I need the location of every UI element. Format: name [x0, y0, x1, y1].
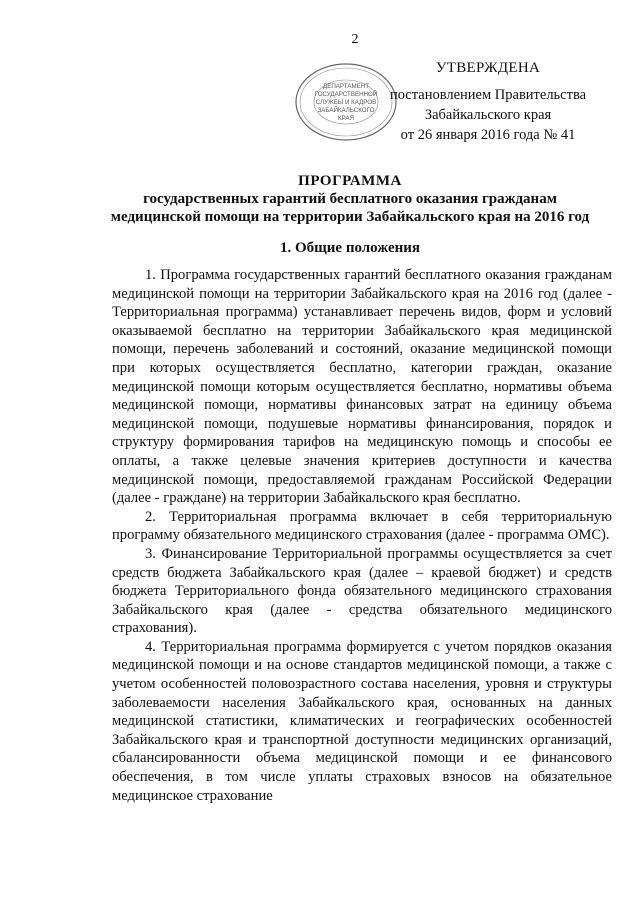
stamp-line-3: СЛУЖБЫ И КАДРОВ [315, 99, 377, 106]
body-text [112, 266, 612, 805]
stamp-line-5: КРАЯ [338, 115, 354, 122]
paragraph-1: 1. Программа государственных гарантий бесплатного оказания гражданам медицинской помощи на территории Забайкальского края на 2016 год (далее - Территориальная программа) устанавливает перечень видов, форм и условий оказываемой бесплатно на территории Забайкальского края медицинской помощи, перечень заболеваний и состояний, оказание медицинской помощи при которых осуществляется бесплатно, категории граждан, оказание медицинской помощи которым осуществляется бесплатно, нормативы объема медицинской помощи, нормативы финансовых затрат на единицу объема медицинской помощи, подушевые нормативы финансирования, порядок и структуру формирования тарифов на медицинскую помощь и способы ее оплаты, а также целевые значения критериев доступности и качества медицинской помощи, предоставляемой гражданам Российской Федерации (далее - граждане) на территории Забайкальского края бесплатно. [112, 267, 612, 507]
approval-line-2: Забайкальского края [424, 107, 552, 123]
approval-block [383, 58, 593, 145]
document-heading [90, 172, 610, 226]
document-subtitle-line-2: медицинской помощи на территории Забайкальского края на 2016 год [110, 209, 590, 225]
approval-line-1: постановлением Правительства [389, 87, 587, 103]
document-title: ПРОГРАММА [298, 173, 402, 189]
page-number: 2 [351, 32, 359, 47]
section-title: 1. Общие положения [279, 240, 421, 256]
document-subtitle-line-1: государственных гарантий бесплатного оказания гражданам [143, 191, 557, 207]
approval-line-3: от 26 января 2016 года № 41 [400, 127, 576, 143]
stamp-line-1: ДЕПАРТАМЕНТ [323, 83, 369, 90]
paragraph-2: 2. Территориальная программа включает в себя территориальную программу обязательного медицинского страхования (далее - программа ОМС). [112, 508, 612, 544]
paragraph-3: 3. Финансирование Территориальной программы осуществляется за счет средств бюджета Забайкальского края (далее – краевой бюджет) и средств бюджета Территориального фонда обязательного медицинского страхования Забайкальского края (далее - средства обязательного медицинского страхования). [112, 545, 612, 637]
approved-label: УТВЕРЖДЕНА [435, 60, 541, 76]
stamp-line-2: ГОСУДАРСТВЕННОЙ [314, 91, 378, 98]
paragraph-4: 4. Территориальная программа формируется с учетом порядков оказания медицинской помощи и на основе стандартов медицинской помощи, а также с учетом особенностей половозрастного состава населения, уровня и структуры заболеваемости населения Забайкальского края, основанных на данных медицинской статистики, климатических и географических особенностей Забайкальского края и транспортной доступности медицинских организаций, сбалансированности объема медицинской помощи и ее финансового обеспечения, в том числе уплаты страховых взносов на обязательное медицинское страхование [112, 638, 612, 804]
stamp-line-4: ЗАБАЙКАЛЬСКОГО [317, 107, 375, 114]
